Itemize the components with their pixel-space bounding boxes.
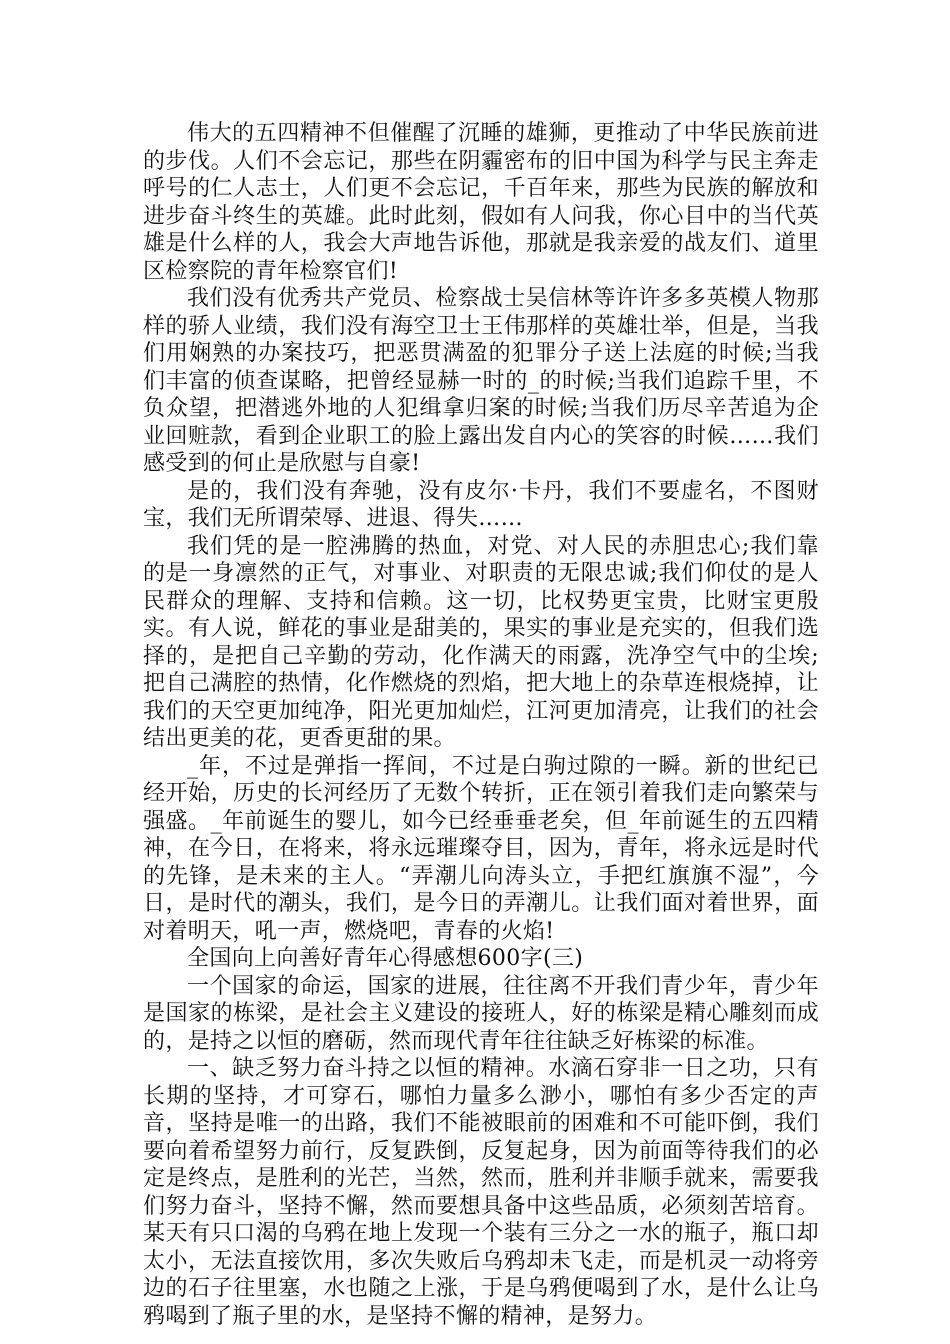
- paragraph-4: 我们凭的是一腔沸腾的热血，对党、对人民的赤胆忠心;我们靠的是一身凛然的正气，对事业、对职责的无限忠诚;我们仰仗的是人民群众的理解、支持和信赖。这一切，比权势更宝贵，比财宝更殷实。有人说，鲜花的事业是甜美的，果实的事业是充实的，但我们选择的，是把自己辛勤的劳动，化作满天的雨露，洗净空气中的尘埃;把自己满腔的热情，化作燃烧的烈焰，把大地上的杂草连根烧掉，让我们的天空更加纯净，阳光更加灿烂，江河更加清亮，让我们的社会结出更美的花，更香更甜的果。: [143, 533, 819, 751]
- paragraph-7: 一、缺乏努力奋斗持之以恒的精神。水滴石穿非一日之功，只有长期的坚持，才可穿石，哪怕力量多么渺小，哪怕有多少否定的声音，坚持是唯一的出路，我们不能被眼前的困难和不可能吓倒，我们要向着希望努力前行，反复跌倒，反复起身，因为前面等待我们的必定是终点，是胜利的光芒，当然，然而，胜利并非顺手就来，需要我们努力奋斗，坚持不懈，然而要想具备中这些品质，必须刻苦培育。某天有只口渴的乌鸦在地上发现一个装有三分之一水的瓶子，瓶口却太小，无法直接饮用，多次失败后乌鸦却未飞走，而是机灵一动将旁边的石子往里塞，水也随之上涨，于是乌鸦便喝到了水，是什么让乌鸦喝到了瓶子里的水，是坚持不懈的精神，是努力。: [143, 1056, 819, 1329]
- document-page: [143, 120, 819, 1330]
- section-heading: 全国向上向善好青年心得感想600字(三): [187, 946, 584, 971]
- paragraph-1: 伟大的五四精神不但催醒了沉睡的雄狮，更推动了中华民族前进的步伐。人们不会忘记，那些在阴霾密布的旧中国为科学与民主奔走呼号的仁人志士，人们更不会忘记，千百年来，那些为民族的解放和进步奋斗终生的英雄。此时此刻，假如有人问我，你心目中的当代英雄是什么样的人，我会大声地告诉他，那就是我亲爱的战友们、道里区检察院的青年检察官们!: [143, 121, 819, 284]
- paragraph-3: 是的，我们没有奔驰，没有皮尔·卡丹，我们不要虚名，不图财宝，我们无所谓荣辱、进退、得失……: [143, 478, 819, 531]
- paragraph-6: 一个国家的命运，国家的进展，往往离不开我们青少年，青少年是国家的栋梁，是社会主义建设的接班人，好的栋梁是精心雕刻而成的，是持之以恒的磨砺，然而现代青年往往缺乏好栋梁的标准。: [143, 973, 819, 1054]
- paragraph-2: 我们没有优秀共产党员、检察战士吴信林等许许多多英模人物那样的骄人业绩，我们没有海空卫士王伟那样的英雄壮举，但是，当我们用娴熟的办案技巧，把恶贯满盈的犯罪分子送上法庭的时候;当我们丰富的侦查谋略，把曾经显赫一时的_的时候;当我们追踪千里，不负众望，把潜逃外地的人犯缉拿归案的时候;当我们历尽辛苦追为企业回赃款，看到企业职工的脸上露出发自内心的笑容的时候……我们感受到的何止是欣慰与自豪!: [143, 286, 819, 476]
- paragraph-5: _年，不过是弹指一挥间，不过是白驹过隙的一瞬。新的世纪已经开始，历史的长河经历了无数个转折，正在领引着我们走向繁荣与强盛。_年前诞生的婴儿，如今已经垂垂老矣，但_年前诞生的五四精神，在今日，在将来，将永远璀璨夺目，因为，青年，将永远是时代的先锋，是未来的主人。“弄潮儿向涛头立，手把红旗旗不湿”，今日，是时代的潮头，我们，是今日的弄潮儿。让我们面对着世界，面对着明天，吼一声，燃烧吧，青春的火焰!: [143, 753, 819, 944]
